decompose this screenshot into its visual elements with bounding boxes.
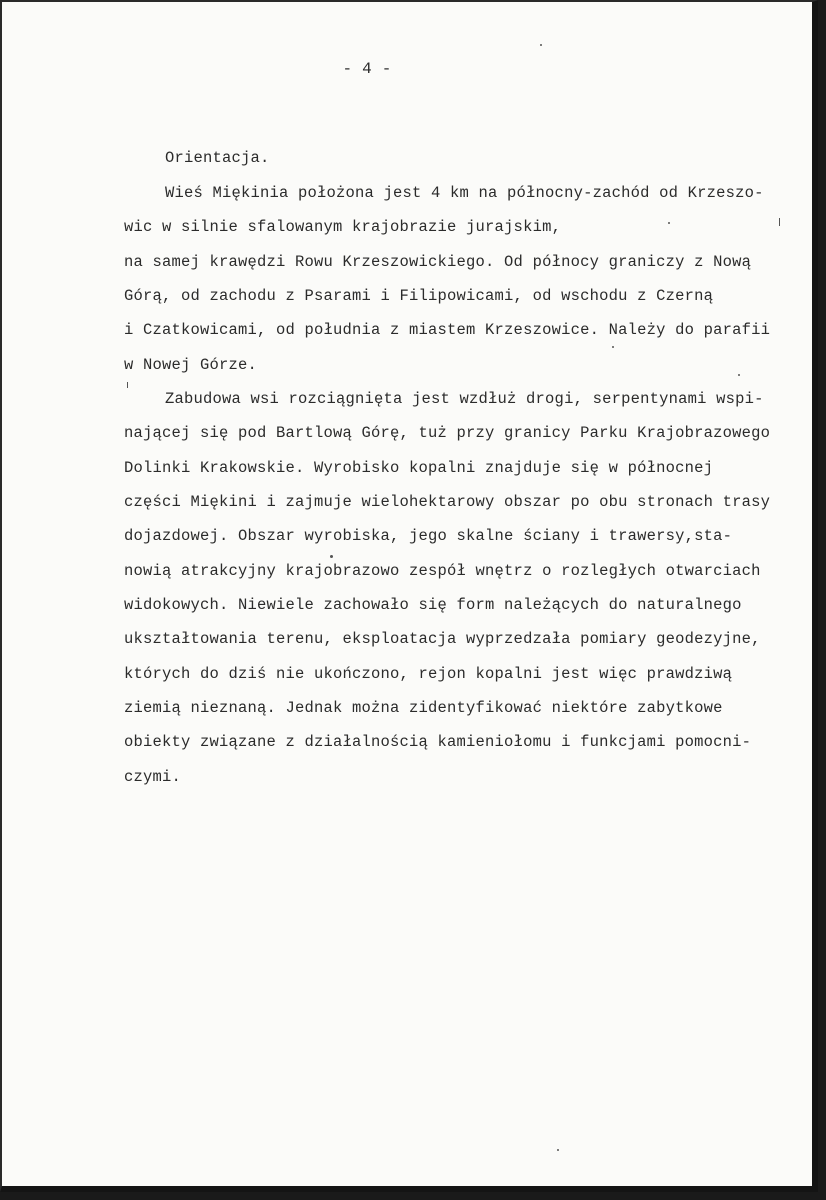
paragraph-line: części Miękini i zajmuje wielohektarowy obszar po obu stronach trasy bbox=[124, 493, 771, 511]
paragraph-line: Dolinki Krakowskie. Wyrobisko kopalni znajduje się w północnej bbox=[124, 459, 714, 477]
scan-speck bbox=[668, 222, 670, 224]
paragraph-line: Zabudowa wsi rozciągnięta jest wzdłuż drogi, serpentynami wspi- bbox=[165, 390, 764, 408]
paragraph-line: ziemią nieznaną. Jednak można zidentyfikować niektóre zabytkowe bbox=[124, 699, 723, 717]
page-number: - 4 - bbox=[342, 60, 392, 78]
scan-speck bbox=[127, 382, 128, 388]
paragraph-line: obiekty związane z działalnością kamieniołomu i funkcjami pomocni- bbox=[124, 733, 752, 751]
paragraph-line: nającej się pod Bartlową Górę, tuż przy granicy Parku Krajobrazowego bbox=[124, 424, 771, 442]
paragraph-line: których do dziś nie ukończono, rejon kopalni jest więc prawdziwą bbox=[124, 665, 733, 683]
scan-speck bbox=[738, 374, 740, 376]
paragraph-line: Wieś Miękinia położona jest 4 km na północny-zachód od Krzeszo- bbox=[165, 184, 764, 202]
scan-speck bbox=[557, 1149, 559, 1151]
paragraph-line: czymi. bbox=[124, 768, 182, 786]
paragraph-line: widokowych. Niewiele zachowało się form należących do naturalnego bbox=[124, 596, 742, 614]
section-heading: Orientacja. bbox=[165, 149, 270, 167]
paragraph-line: w Nowej Górze. bbox=[124, 356, 258, 374]
scan-speck bbox=[540, 44, 542, 46]
scan-speck bbox=[779, 218, 780, 226]
scan-speck bbox=[612, 346, 614, 348]
paragraph-line: Górą, od zachodu z Psarami i Filipowicami, od wschodu z Czerną bbox=[124, 287, 714, 305]
paragraph-line: wic w silnie sfalowanym krajobrazie jurajskim, bbox=[124, 218, 562, 236]
paragraph-line: na samej krawędzi Rowu Krzeszowickiego. Od północy graniczy z Nową bbox=[124, 253, 752, 271]
paragraph-line: dojazdowej. Obszar wyrobiska, jego skalne ściany i trawersy,sta- bbox=[124, 527, 733, 545]
paragraph-line: i Czatkowicami, od południa z miastem Krzeszowice. Należy do parafii bbox=[124, 321, 771, 339]
paragraph-line: ukształtowania terenu, eksploatacja wyprzedzała pomiary geodezyjne, bbox=[124, 630, 761, 648]
scan-speck bbox=[330, 555, 333, 558]
paragraph-line: nowią atrakcyjny krajobrazowo zespół wnętrz o rozległych otwarciach bbox=[124, 562, 761, 580]
